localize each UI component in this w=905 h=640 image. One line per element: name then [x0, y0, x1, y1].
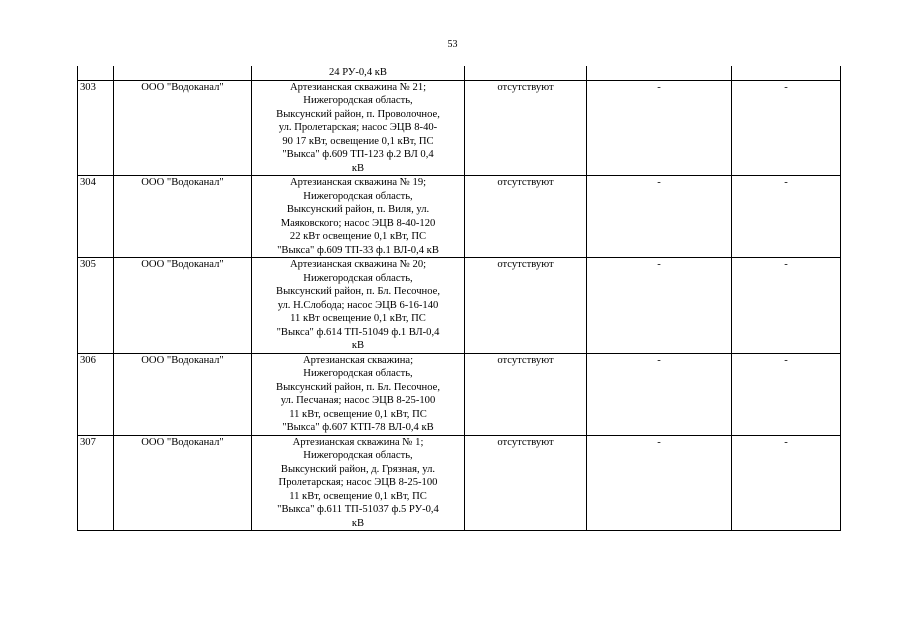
cell-org — [114, 66, 252, 80]
cell-org: ООО "Водоканал" — [114, 353, 252, 435]
cell-num: 305 — [78, 258, 114, 354]
cell-num: 307 — [78, 435, 114, 531]
cell-description: Артезианская скважина № 19; Нижегородская область, Выксунский район, п. Виля, ул. Маяковского; насос ЭЦВ 8-40-120 22 кВт освещение 0,1 кВт, ПС "Выкса" ф.609 ТП-33 ф.1 ВЛ-0,4 кВ — [252, 176, 465, 258]
cell-org: ООО "Водоканал" — [114, 80, 252, 176]
cell-status: отсутствуют — [465, 435, 587, 531]
cell-col-b: - — [732, 80, 841, 176]
cell-description: 24 РУ-0,4 кВ — [252, 66, 465, 80]
cell-col-a: - — [587, 176, 732, 258]
cell-org: ООО "Водоканал" — [114, 258, 252, 354]
cell-col-b — [732, 66, 841, 80]
table-row — [78, 80, 841, 176]
cell-description: Артезианская скважина; Нижегородская область, Выксунский район, п. Бл. Песочное, ул. Песчаная; насос ЭЦВ 8-25-100 11 кВт, освещение 0,1 кВт, ПС "Выкса" ф.607 КТП-78 ВЛ-0,4 кВ — [252, 353, 465, 435]
cell-status: отсутствуют — [465, 176, 587, 258]
cell-description: Артезианская скважина № 21; Нижегородская область, Выксунский район, п. Проволочное, ул. Пролетарская; насос ЭЦВ 8-40- 90 17 кВт, освещение 0,1 кВт, ПС "Выкса" ф.609 ТП-123 ф.2 ВЛ 0,4 кВ — [252, 80, 465, 176]
cell-col-a: - — [587, 353, 732, 435]
cell-description: Артезианская скважина № 20; Нижегородская область, Выксунский район, п. Бл. Песочное, ул. Н.Слобода; насос ЭЦВ 6-16-140 11 кВт освещение 0,1 кВт, ПС "Выкса" ф.614 ТП-51049 ф.1 ВЛ-0,4 кВ — [252, 258, 465, 354]
cell-col-a: - — [587, 435, 732, 531]
continuation-row — [78, 66, 841, 80]
cell-description: Артезианская скважина № 1; Нижегородская область, Выксунский район, д. Грязная, ул. Пролетарская; насос ЭЦВ 8-25-100 11 кВт, освещение 0,1 кВт, ПС "Выкса" ф.611 ТП-51037 ф.5 РУ-0,4 кВ — [252, 435, 465, 531]
cell-status: отсутствуют — [465, 258, 587, 354]
cell-org: ООО "Водоканал" — [114, 435, 252, 531]
cell-num: 303 — [78, 80, 114, 176]
cell-num: 306 — [78, 353, 114, 435]
cell-col-b: - — [732, 176, 841, 258]
cell-col-a — [587, 66, 732, 80]
page-number: 53 — [447, 39, 458, 50]
cell-status — [465, 66, 587, 80]
cell-col-b: - — [732, 353, 841, 435]
table-body — [78, 66, 841, 531]
cell-col-b: - — [732, 258, 841, 354]
cell-col-a: - — [587, 80, 732, 176]
facilities-table — [77, 66, 841, 531]
cell-col-b: - — [732, 435, 841, 531]
table-row — [78, 353, 841, 435]
cell-org: ООО "Водоканал" — [114, 176, 252, 258]
cell-col-a: - — [587, 258, 732, 354]
cell-num — [78, 66, 114, 80]
cell-status: отсутствуют — [465, 353, 587, 435]
table-row — [78, 258, 841, 354]
cell-status: отсутствуют — [465, 80, 587, 176]
cell-num: 304 — [78, 176, 114, 258]
table-row — [78, 435, 841, 531]
table-row — [78, 176, 841, 258]
